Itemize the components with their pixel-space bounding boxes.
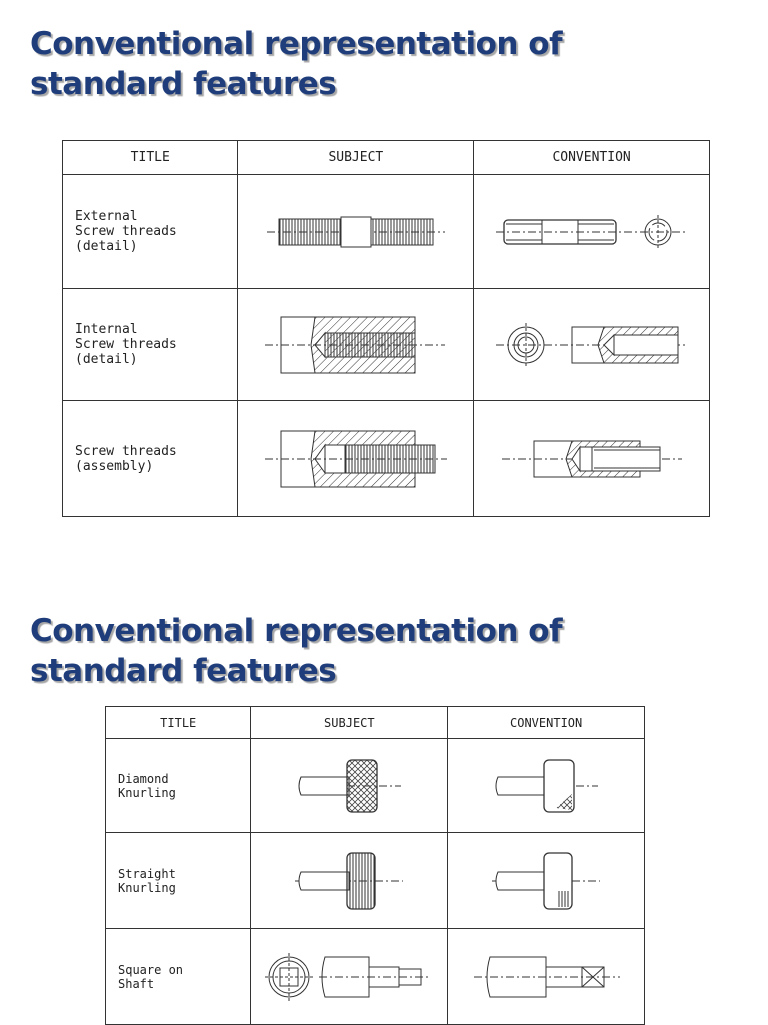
row-title: Internal Screw threads (detail) xyxy=(63,289,238,401)
section-1-title xyxy=(30,24,562,104)
section-1-title-line-2: standard features xyxy=(30,66,337,102)
thread-assembly-drawing-icon xyxy=(238,401,474,517)
straight-knurl-convention-icon xyxy=(448,833,645,929)
row-title: External Screw threads (detail) xyxy=(63,175,238,289)
threads-convention-table xyxy=(62,140,710,517)
table-header-row xyxy=(63,141,710,175)
header-convention: CONVENTION xyxy=(448,707,645,739)
header-title: TITLE xyxy=(63,141,238,175)
table-row xyxy=(63,401,710,517)
section-2-title-line-1: Conventional representation of xyxy=(30,613,563,649)
straight-knurl-drawing-icon xyxy=(251,833,448,929)
square-shaft-drawing-icon xyxy=(251,929,448,1025)
external-thread-convention-icon xyxy=(474,175,710,289)
external-thread-drawing-icon xyxy=(238,175,474,289)
table-row xyxy=(106,929,645,1025)
thread-assembly-convention-icon xyxy=(474,401,710,517)
table-header-row xyxy=(106,707,645,739)
knurling-convention-table xyxy=(105,706,645,1025)
internal-thread-drawing-icon xyxy=(238,289,474,401)
diamond-knurl-drawing-icon xyxy=(251,739,448,833)
section-2-title-line-2: standard features xyxy=(30,653,337,689)
table-row xyxy=(63,175,710,289)
section-1-title-line-1: Conventional representation of xyxy=(30,26,563,62)
row-title: Screw threads (assembly) xyxy=(63,401,238,517)
row-title: Straight Knurling xyxy=(106,833,251,929)
header-convention: CONVENTION xyxy=(474,141,710,175)
table-row xyxy=(106,739,645,833)
row-title: Square on Shaft xyxy=(106,929,251,1025)
header-title: TITLE xyxy=(106,707,251,739)
header-subject: SUBJECT xyxy=(251,707,448,739)
section-2-title xyxy=(30,611,562,691)
row-title: Diamond Knurling xyxy=(106,739,251,833)
table-row xyxy=(106,833,645,929)
diamond-knurl-convention-icon xyxy=(448,739,645,833)
header-subject: SUBJECT xyxy=(238,141,474,175)
square-shaft-convention-icon xyxy=(448,929,645,1025)
internal-thread-convention-icon xyxy=(474,289,710,401)
table-row xyxy=(63,289,710,401)
